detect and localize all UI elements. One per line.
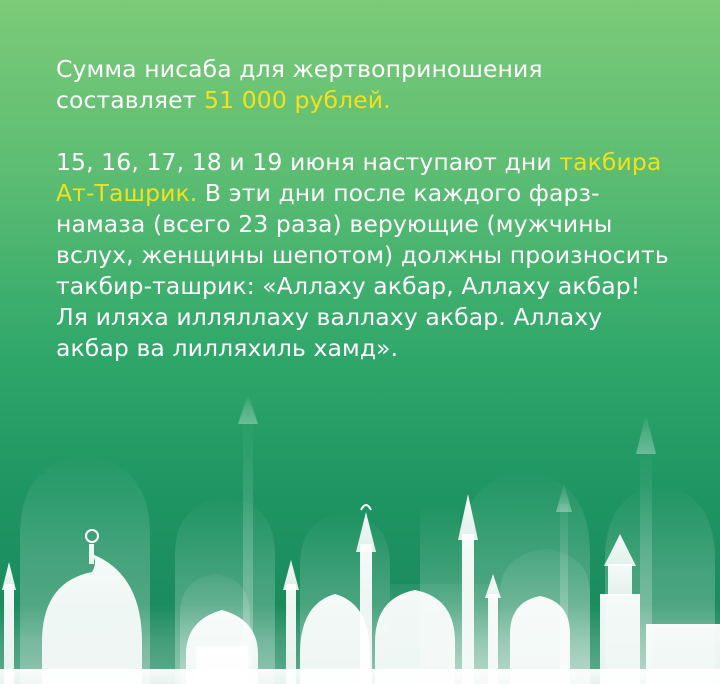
nisab-text: Сумма нисаба для жертвоприношения составляет [56, 55, 543, 114]
tashrik-highlight: такбира Ат-Ташрик. [56, 148, 662, 207]
tashrik-text: В эти дни после каждого фарз-намаза (всего 23 раза) верующие (мужчины вслух, женщины шепотом) должны произносить такбир-ташрик: «Аллаху акбар, Аллаху акбар! Ля иляха илляллаху валлаху акбар. Аллаху акбар ва лилляхиль хамд». [56, 179, 669, 362]
nisab-amount: 51 000 рублей. [204, 86, 391, 114]
post-text [56, 54, 676, 364]
mosque-skyline-illustration [0, 384, 720, 684]
tashrik-dates: 15, 16, 17, 18 и 19 июня наступают дни [56, 148, 560, 176]
nisab-paragraph [56, 54, 676, 116]
tashrik-paragraph [56, 147, 676, 364]
